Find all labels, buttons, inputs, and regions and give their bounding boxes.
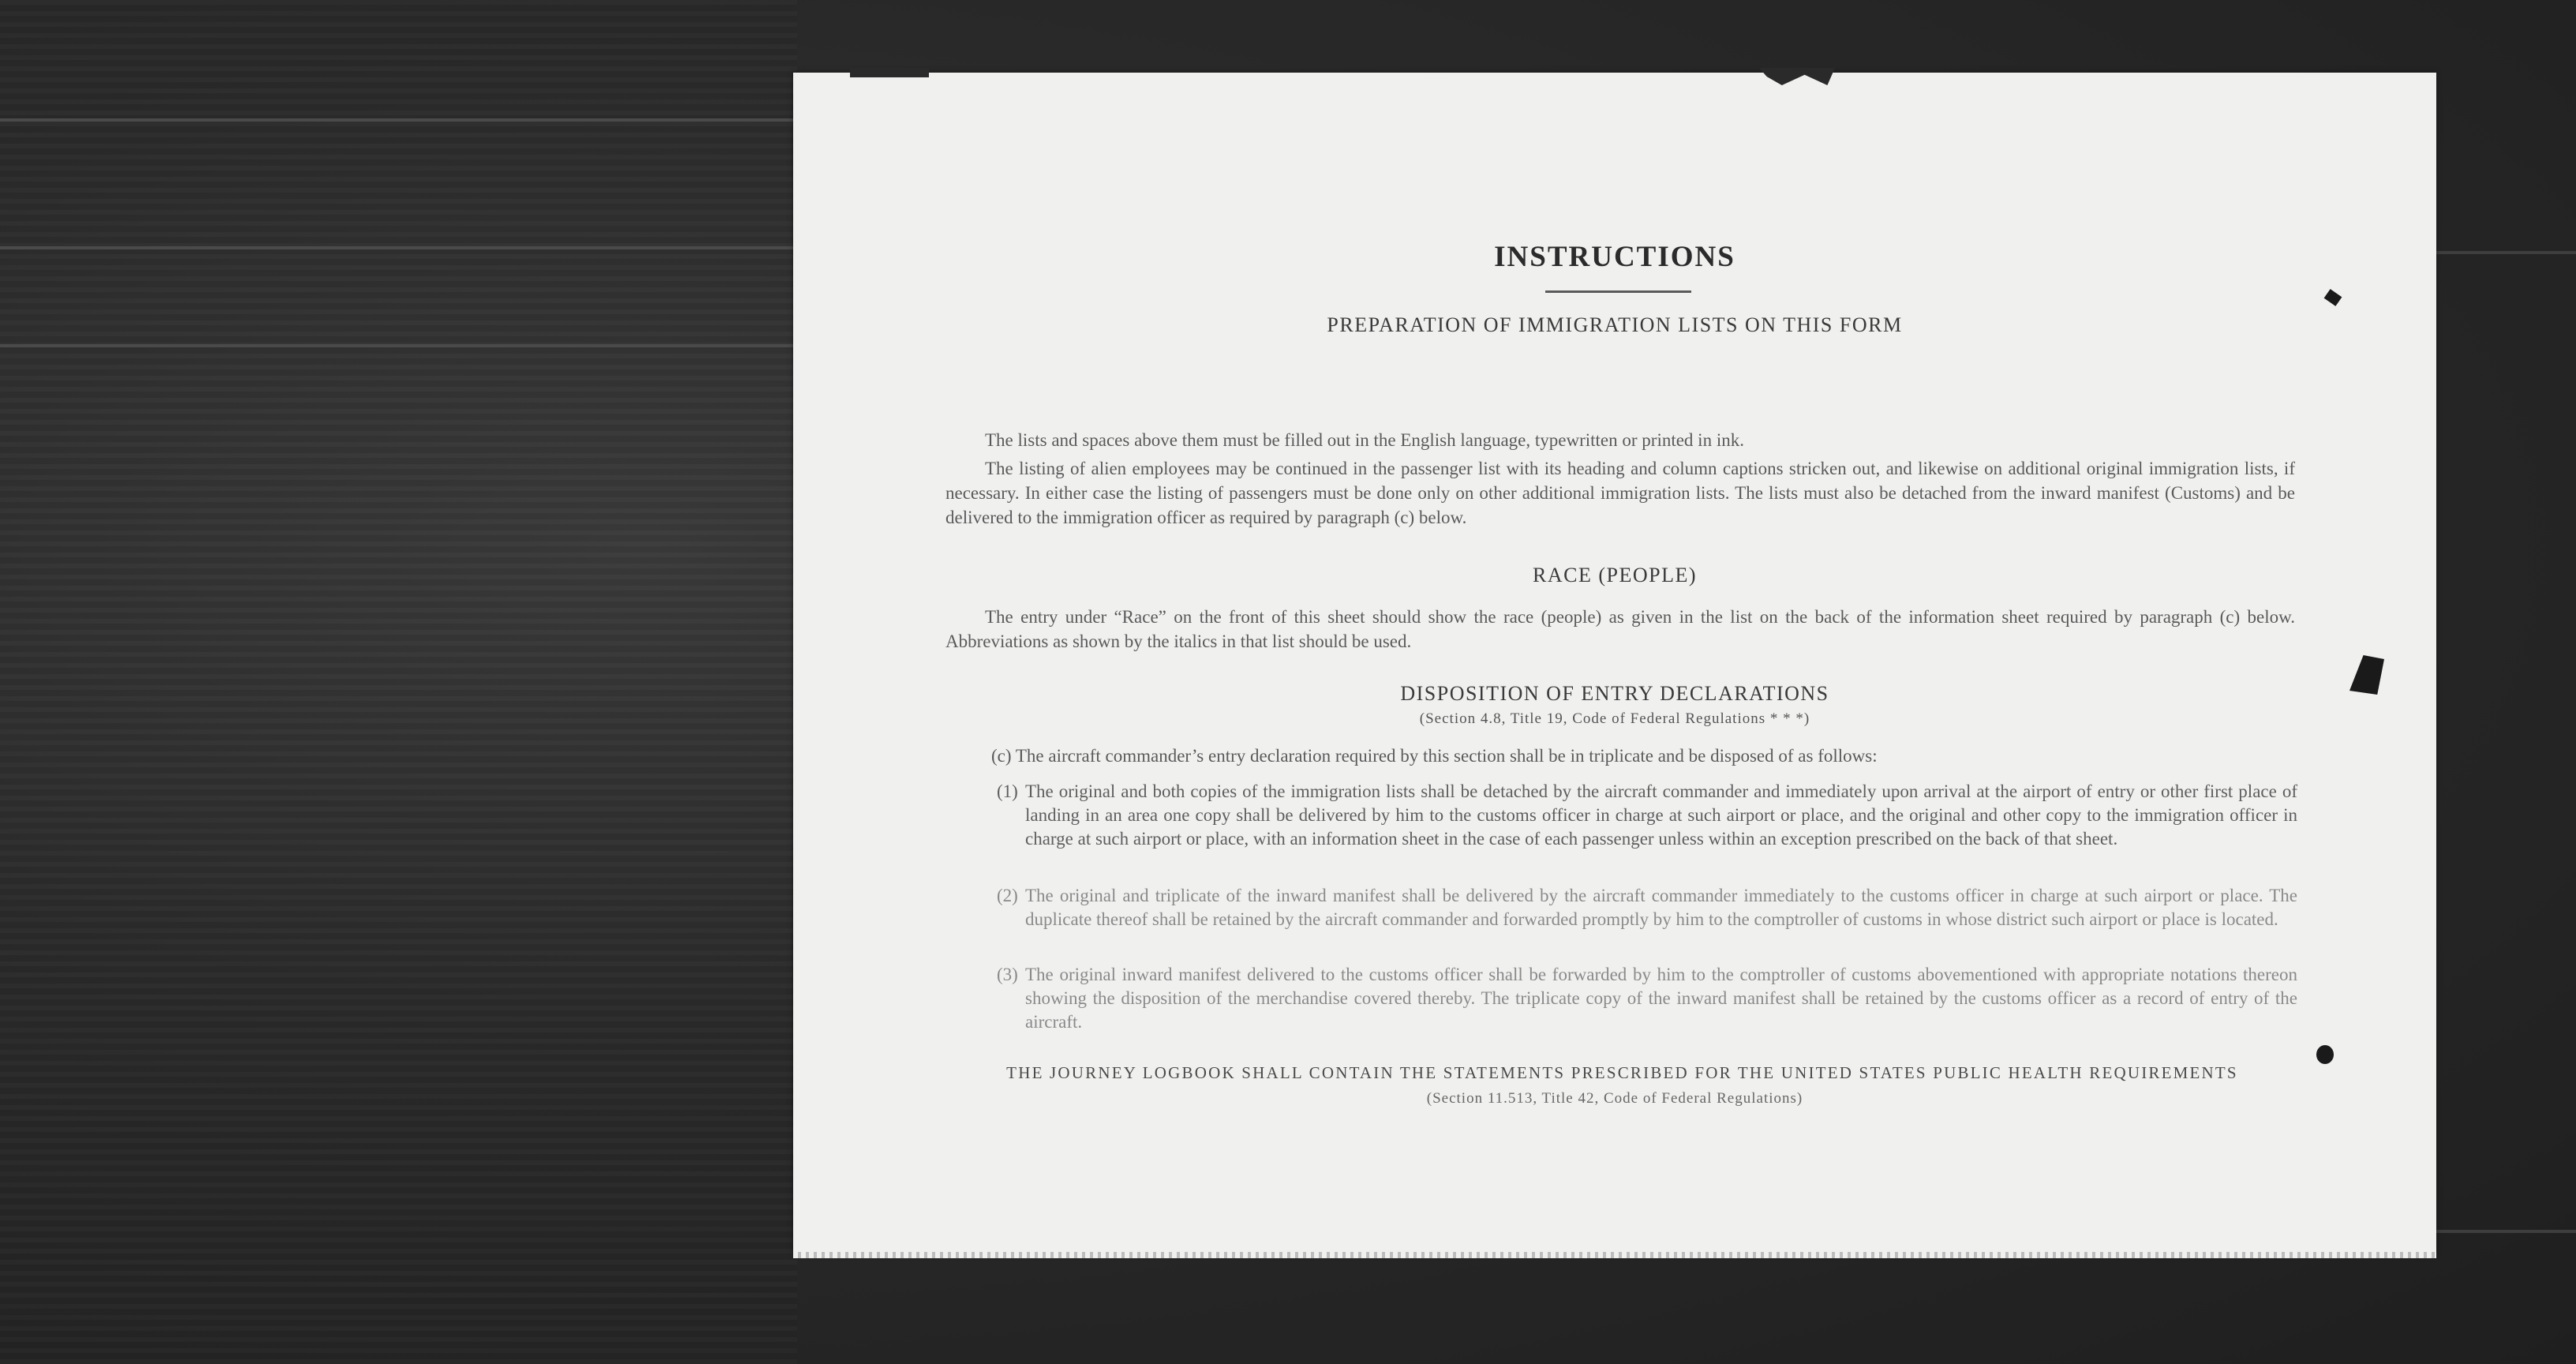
list-item-text: The original and triplicate of the inward manifest shall be delivered by the aircraft commander immediately to the customs officer in charge at such airport or place. The duplicate thereof shall be retained by the aircraft commander and forwarded promptly by him to the comptroller of customs in whose district such airport or place is located. <box>1025 886 2297 929</box>
section-heading: PREPARATION OF IMMIGRATION LISTS ON THIS FORM <box>1327 313 1903 336</box>
list-item-number: (3) <box>997 965 1018 984</box>
dust-speck <box>2316 1045 2334 1064</box>
citation: (Section 4.8, Title 19, Code of Federal Regulations * * *) <box>1419 710 1810 727</box>
document-page <box>793 73 2436 1253</box>
paper-tear <box>1759 68 1835 85</box>
film-strip-line <box>0 118 797 122</box>
film-strip-line <box>2435 1230 2576 1233</box>
list-item <box>997 963 2297 1034</box>
paragraph: The listing of alien employees may be continued in the passenger list with its heading and column captions stricken out, and likewise on additional original immigration lists, if necessary. In either case the listing of passengers must be done only on other additional immigration lists. The lists must also be detached from the inward manifest (Customs) and be delivered to the immigration officer as required by paragraph (c) below. <box>945 459 2295 527</box>
dust-speck <box>2324 289 2342 306</box>
section-heading: DISPOSITION OF ENTRY DECLARATIONS <box>1400 682 1829 705</box>
title-underline <box>1545 290 1691 293</box>
list-item <box>997 884 2297 931</box>
citation: (Section 11.513, Title 42, Code of Federal Regulations) <box>1426 1090 1803 1107</box>
paragraph: (c) The aircraft commander’s entry declaration required by this section shall be in triplicate and be disposed of as follows: <box>991 746 1878 766</box>
film-strip-line <box>0 246 797 249</box>
paragraph: The lists and spaces above them must be filled out in the English language, typewritten or printed in ink. <box>985 430 1744 450</box>
paragraph: The entry under “Race” on the front of this sheet should show the race (people) as given in the list on the back of the information sheet required by paragraph (c) below. Abbreviations as shown by the italics in that list should be used. <box>945 607 2295 651</box>
film-strip-line <box>0 344 797 347</box>
list-item-text: The original inward manifest delivered to the customs officer shall be forwarded by him to the comptroller of customs abovementioned with appropriate notations thereon showing the disposition of the merchandise covered thereby. The triplicate copy of the inward manifest shall be retained by the customs officer as a record of entry of the aircraft. <box>1025 965 2297 1032</box>
film-strip-line <box>2435 251 2576 254</box>
list-item-number: (2) <box>997 886 1018 905</box>
list-item-number: (1) <box>997 781 1018 801</box>
footer-heading: THE JOURNEY LOGBOOK SHALL CONTAIN THE STATEMENTS PRESCRIBED FOR THE UNITED STATES PUBLIC HEALTH REQUIREMENTS <box>1006 1063 2238 1082</box>
section-heading: RACE (PEOPLE) <box>1533 564 1697 586</box>
list-item-text: The original and both copies of the immigration lists shall be detached by the aircraft commander and immediately upon arrival at the airport of entry or other first place of landing in an area one copy shall be delivered by him to the customs officer in charge at such airport or place, and the original and other copy to the immigration officer in charge at such airport or place, with an information sheet in the case of each passenger unless within an exception prescribed on the back of that sheet. <box>1025 781 2297 849</box>
page-title: INSTRUCTIONS <box>1494 241 1735 273</box>
list-item <box>997 780 2297 851</box>
paper-tear <box>850 68 929 77</box>
